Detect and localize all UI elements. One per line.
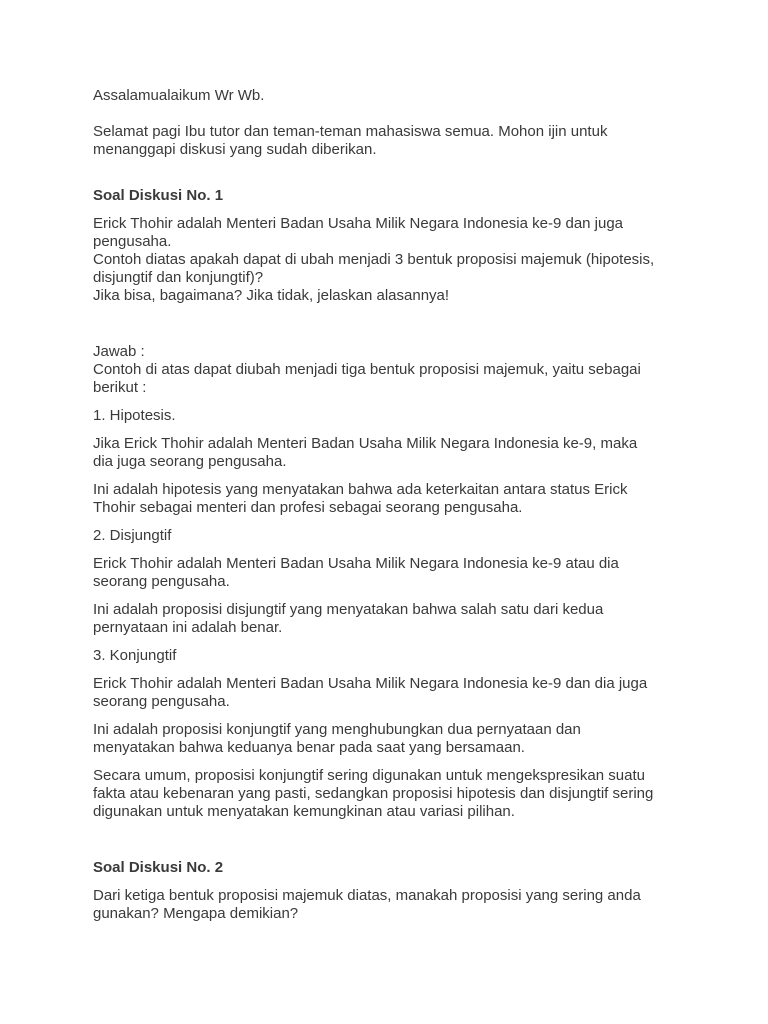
question-1-line-3: Contoh diatas apakah dapat di ubah menjadi 3 bentuk proposisi majemuk (hipotesis,	[93, 251, 655, 268]
answer-line-2: berikut :	[93, 379, 147, 396]
greeting: Assalamualaikum Wr Wb.	[93, 87, 265, 104]
answer-label: Jawab :	[93, 343, 145, 360]
hipotesis-title: 1. Hipotesis.	[93, 407, 176, 424]
konjungtif-example-line-1: Erick Thohir adalah Menteri Badan Usaha Milik Negara Indonesia ke-9 dan dia juga	[93, 675, 648, 692]
summary-line-1: Secara umum, proposisi konjungtif sering digunakan untuk mengekspresikan suatu	[93, 767, 645, 784]
question-1-heading: Soal Diskusi No. 1	[93, 187, 224, 204]
intro-line-1: Selamat pagi Ibu tutor dan teman-teman mahasiswa semua. Mohon ijin untuk	[93, 123, 608, 140]
question-2-line-1: Dari ketiga bentuk proposisi majemuk diatas, manakah proposisi yang sering anda	[93, 887, 641, 904]
konjungtif-explain-line-1: Ini adalah proposisi konjungtif yang menghubungkan dua pernyataan dan	[93, 721, 581, 738]
summary-line-2: fakta atau kebenaran yang pasti, sedangkan proposisi hipotesis dan disjungtif sering	[93, 785, 654, 802]
question-1-line-2: pengusaha.	[93, 233, 172, 250]
disjungtif-explain-line-1: Ini adalah proposisi disjungtif yang menyatakan bahwa salah satu dari kedua	[93, 601, 604, 618]
hipotesis-example-line-1: Jika Erick Thohir adalah Menteri Badan Usaha Milik Negara Indonesia ke-9, maka	[93, 435, 638, 452]
intro-line-2: menanggapi diskusi yang sudah diberikan.	[93, 141, 377, 158]
hipotesis-explain-line-1: Ini adalah hipotesis yang menyatakan bahwa ada keterkaitan antara status Erick	[93, 481, 628, 498]
hipotesis-example-line-2: dia juga seorang pengusaha.	[93, 453, 287, 470]
summary-line-3: digunakan untuk menyatakan kemungkinan atau variasi pilihan.	[93, 803, 515, 820]
question-1-line-5: Jika bisa, bagaimana? Jika tidak, jelaskan alasannya!	[93, 287, 450, 304]
hipotesis-explain-line-2: Thohir sebagai menteri dan profesi sebagai seorang pengusaha.	[93, 499, 523, 516]
question-1-line-1: Erick Thohir adalah Menteri Badan Usaha Milik Negara Indonesia ke-9 dan juga	[93, 215, 624, 232]
question-2-heading: Soal Diskusi No. 2	[93, 859, 224, 876]
question-2-line-2: gunakan? Mengapa demikian?	[93, 905, 299, 922]
disjungtif-explain-line-2: pernyataan ini adalah benar.	[93, 619, 283, 636]
konjungtif-explain-line-2: menyatakan bahwa keduanya benar pada saat yang bersamaan.	[93, 739, 525, 756]
answer-line-1: Contoh di atas dapat diubah menjadi tiga bentuk proposisi majemuk, yaitu sebagai	[93, 361, 641, 378]
disjungtif-example-line-2: seorang pengusaha.	[93, 573, 230, 590]
konjungtif-example-line-2: seorang pengusaha.	[93, 693, 230, 710]
disjungtif-example-line-1: Erick Thohir adalah Menteri Badan Usaha Milik Negara Indonesia ke-9 atau dia	[93, 555, 619, 572]
konjungtif-title: 3. Konjungtif	[93, 647, 177, 664]
disjungtif-title: 2. Disjungtif	[93, 527, 172, 544]
question-1-line-4: disjungtif dan konjungtif)?	[93, 269, 264, 286]
